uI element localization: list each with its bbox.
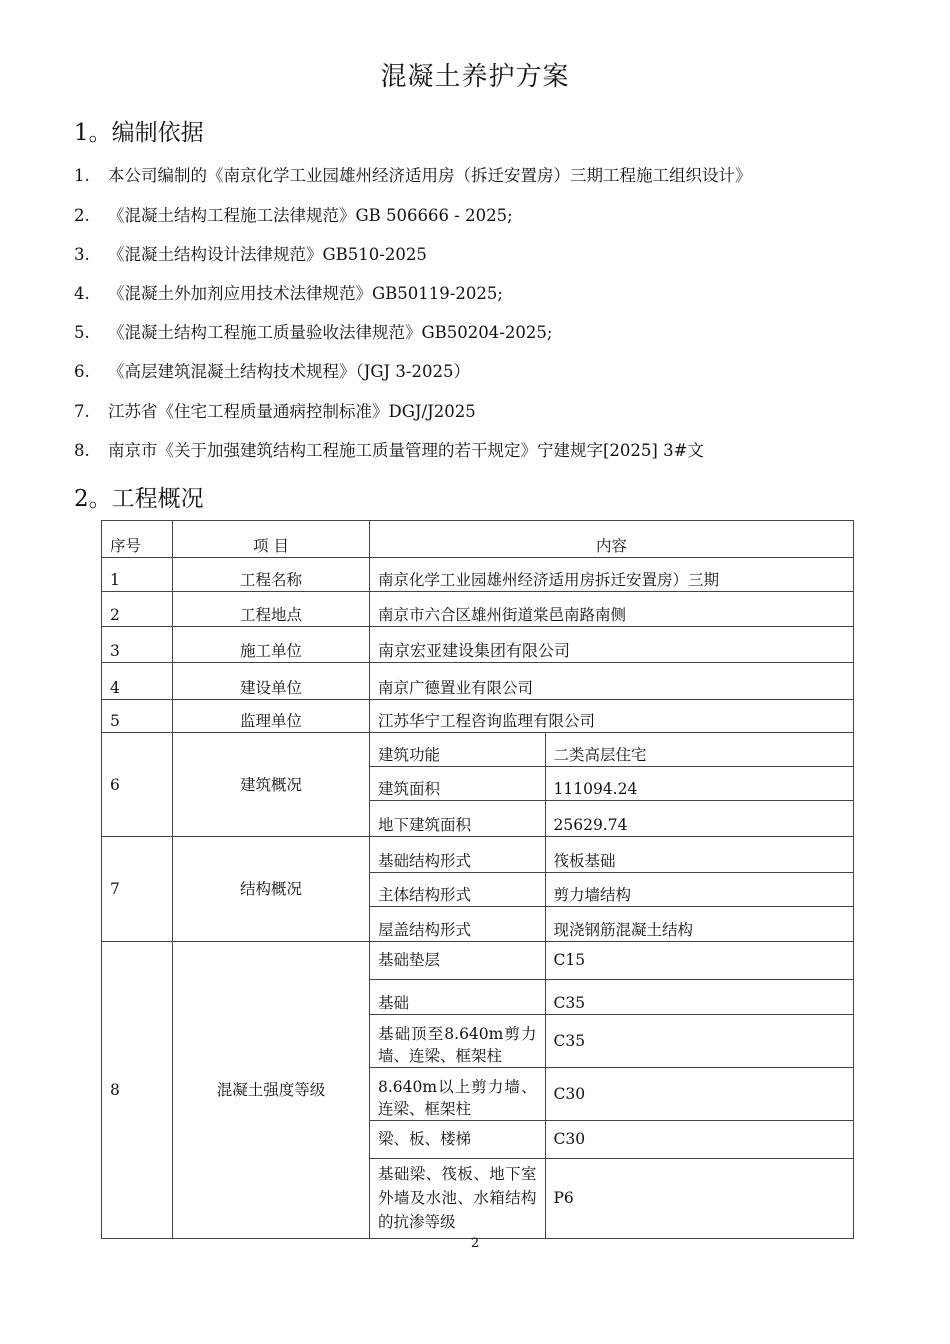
row-item: 监理单位 — [173, 700, 370, 733]
row-item: 工程名称 — [173, 558, 370, 592]
row-no: 4 — [102, 663, 173, 700]
sub-row: 8.640m以上剪力墙、连梁、框架柱 C30 — [370, 1067, 853, 1120]
section-heading-overview: 2。工程概况 — [74, 486, 204, 512]
row-content: 南京市六合区雄州街道棠邑南路南侧 — [370, 592, 854, 627]
row-item: 施工单位 — [173, 627, 370, 663]
table-row — [102, 627, 854, 663]
table-row — [102, 592, 854, 627]
row-content: 南京广德置业有限公司 — [370, 663, 854, 700]
row-no: 6 — [102, 733, 173, 837]
row-content: 南京宏亚建设集团有限公司 — [370, 627, 854, 663]
sub-row: 主体结构形式 剪力墙结构 — [370, 872, 853, 906]
row-no: 7 — [102, 837, 173, 942]
row-no: 8 — [102, 942, 173, 1239]
reference-item: 7. 江苏省《住宅工程质量通病控制标准》DGJ/J2025 — [74, 402, 476, 421]
reference-item: 4. 《混凝土外加剂应用技术法律规范》GB50119-2025; — [74, 284, 503, 303]
row-content — [370, 733, 854, 837]
row-item: 建筑概况 — [173, 733, 370, 837]
row-item: 建设单位 — [173, 663, 370, 700]
row-content — [370, 837, 854, 942]
sub-row: 建筑面积 111094.24 — [370, 766, 853, 800]
reference-item: 3. 《混凝土结构设计法律规范》GB510-2025 — [74, 245, 427, 264]
sub-row: 地下建筑面积 25629.74 — [370, 800, 853, 836]
table-row-structure-overview — [102, 837, 854, 942]
sub-row: 屋盖结构形式 现浇钢筋混凝土结构 — [370, 906, 853, 941]
row-content: 南京化学工业园雄州经济适用房拆迁安置房）三期 — [370, 558, 854, 592]
reference-item: 6. 《高层建筑混凝土结构技术规程》（JGJ 3-2025） — [74, 362, 470, 381]
table-row-concrete-grade — [102, 942, 854, 1239]
sub-row: 基础顶至8.640m剪力墙、连梁、框架柱 C35 — [370, 1014, 853, 1067]
table-row-building-overview — [102, 733, 854, 837]
reference-item: 5. 《混凝土结构工程施工质量验收法律规范》GB50204-2025; — [74, 323, 553, 342]
sub-row: 基础结构形式 筏板基础 — [370, 837, 853, 872]
table-header-row — [102, 521, 854, 558]
row-item: 混凝土强度等级 — [173, 942, 370, 1239]
row-content — [370, 942, 854, 1239]
header-no: 序号 — [102, 521, 173, 558]
row-item: 结构概况 — [173, 837, 370, 942]
sub-row: 梁、板、楼梯 C30 — [370, 1120, 853, 1158]
reference-item: 2. 《混凝土结构工程施工法律规范》GB 506666 - 2025; — [74, 206, 513, 225]
row-no: 1 — [102, 558, 173, 592]
sub-row: 基础 C35 — [370, 979, 853, 1014]
sub-row: 建筑功能 二类高层住宅 — [370, 733, 853, 766]
reference-item: 1. 本公司编制的《南京化学工业园雄州经济适用房（拆迁安置房）三期工程施工组织设计》 — [74, 166, 752, 185]
header-content: 内容 — [370, 521, 854, 558]
row-no: 5 — [102, 700, 173, 733]
header-item: 项 目 — [173, 521, 370, 558]
section-heading-basis: 1。编制依据 — [74, 120, 204, 146]
row-no: 3 — [102, 627, 173, 663]
table-row — [102, 663, 854, 700]
page-number: 2 — [470, 1236, 480, 1251]
document-title: 混凝土养护方案 — [380, 62, 570, 92]
row-no: 2 — [102, 592, 173, 627]
reference-item: 8. 南京市《关于加强建筑结构工程施工质量管理的若干规定》宁建规字[2025] 3#文 — [74, 441, 704, 460]
table-row — [102, 558, 854, 592]
row-item: 工程地点 — [173, 592, 370, 627]
sub-row: 基础垫层 C15 — [370, 942, 853, 979]
project-overview-table — [101, 520, 854, 1239]
row-content: 江苏华宁工程咨询监理有限公司 — [370, 700, 854, 733]
table-row — [102, 700, 854, 733]
sub-row: 基础梁、筏板、地下室外墙及水池、水箱结构的抗渗等级 P6 — [370, 1158, 853, 1238]
